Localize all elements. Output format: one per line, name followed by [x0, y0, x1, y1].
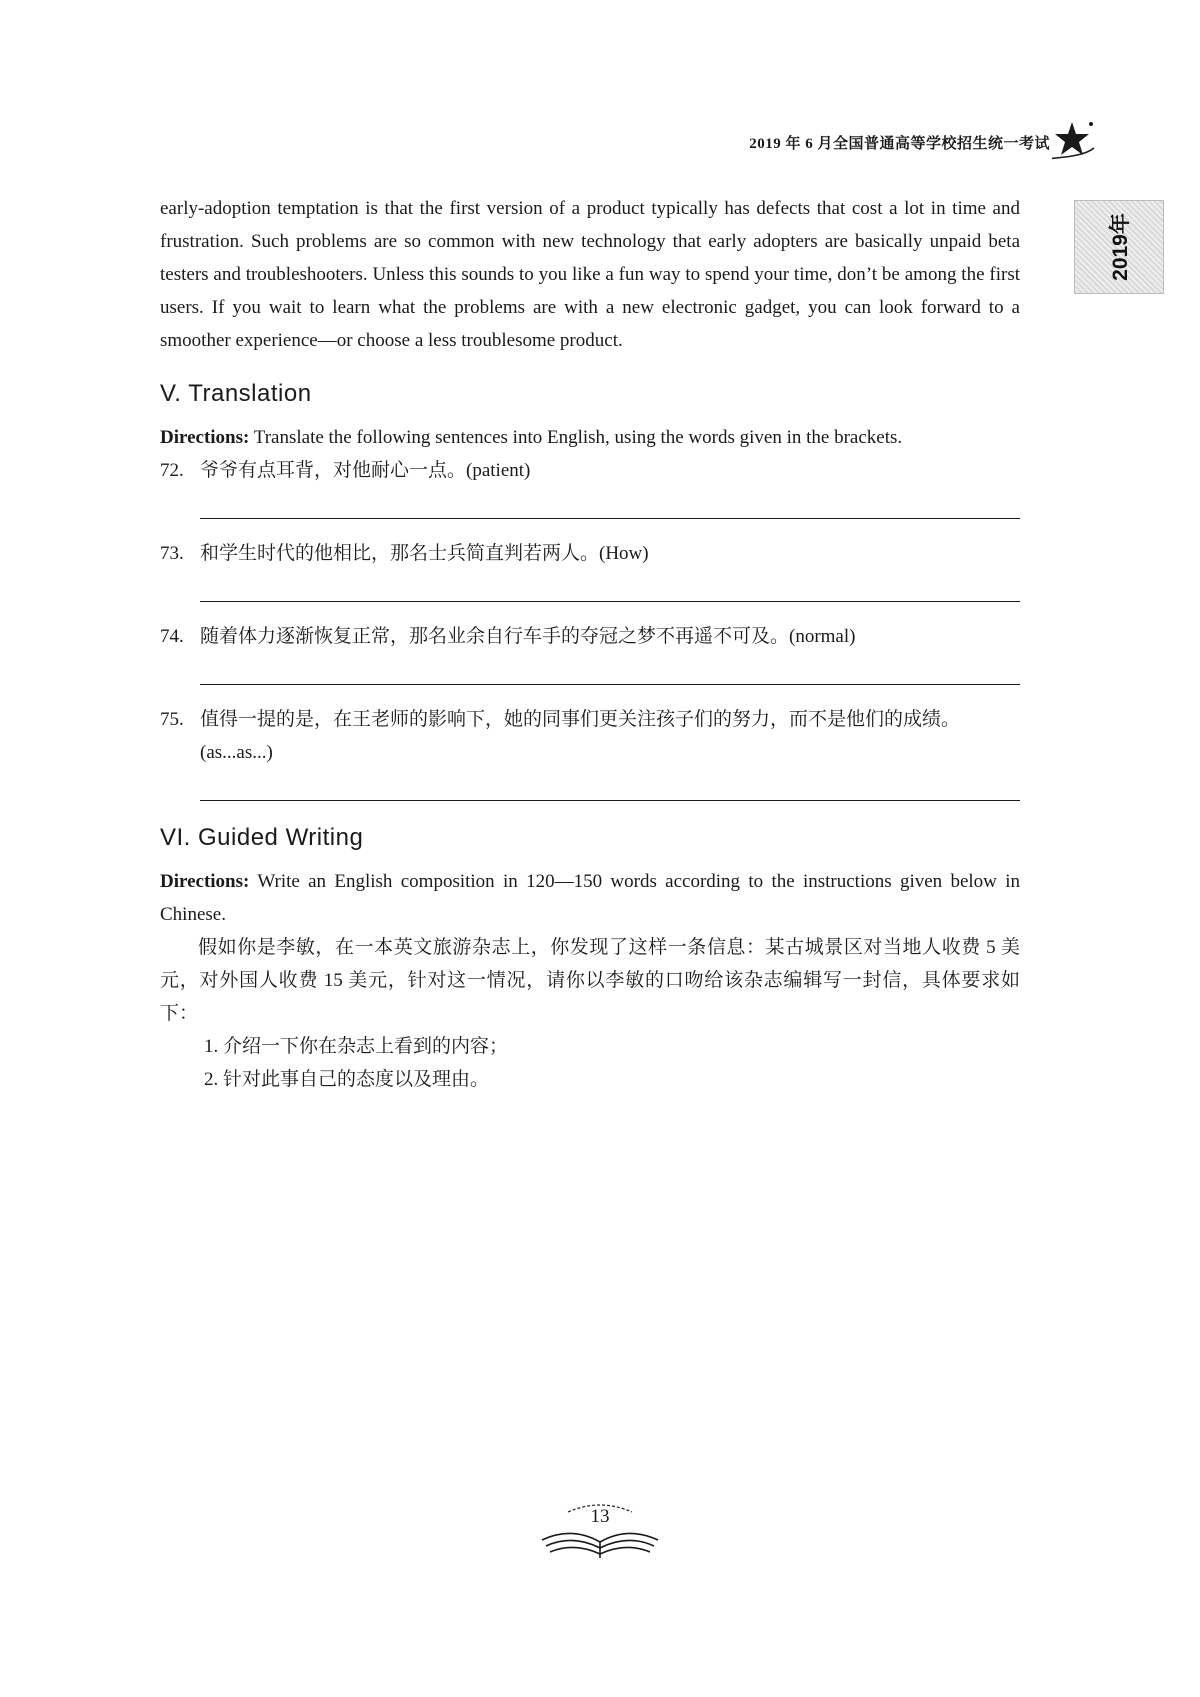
answer-line[interactable]: [200, 668, 1020, 685]
item-text: 爷爷有点耳背，对他耐心一点。(patient): [200, 460, 531, 481]
translation-item-73: [160, 537, 1020, 602]
directions-text: Translate the following sentences into English, using the words given in the brackets.: [249, 427, 903, 448]
writing-requirement: 1. 介绍一下你在杂志上看到的内容；: [204, 1036, 509, 1057]
translation-item-75: [160, 703, 1020, 801]
running-header: 2019 年 6 月全国普通高等学校招生统一考试: [749, 136, 1050, 152]
guided-writing-heading: VI. Guided Writing: [160, 824, 364, 851]
writing-directions: [160, 865, 1020, 931]
item-text: 和学生时代的他相比，那名士兵简直判若两人。(How): [200, 543, 649, 564]
translation-item-74: [160, 620, 1020, 685]
translation-heading: V. Translation: [160, 380, 312, 407]
star-ornament-icon: [1052, 118, 1096, 168]
year-side-tab: [1074, 200, 1164, 294]
directions-label: Directions:: [160, 427, 250, 448]
directions-text: Write an English composition in 120—150 words according to the instructions given below in Chinese.: [160, 871, 1020, 925]
page-footer: [538, 1498, 662, 1560]
item-text: 值得一提的是，在王老师的影响下，她的同事们更关注孩子们的努力，而不是他们的成绩。(as...as...): [200, 709, 961, 763]
reading-passage-end: early-adoption temptation is that the first version of a product typically has defects that cost a lot in time and frustration. Such problems are so common with new technology that early adopters are basically unpaid beta testers and troubleshooters. Unless this sounds to you like a fun way to spend your time, don’t be among the first users. If you wait to learn what the problems are with a new electronic gadget, you can look forward to a smoother experience—or choose a less troublesome product.: [160, 198, 1020, 351]
page-number: 13: [590, 1506, 610, 1527]
translation-item-72: [160, 454, 1020, 519]
directions-label: Directions:: [160, 871, 250, 892]
item-number: 75.: [160, 709, 184, 730]
item-number: 73.: [160, 543, 184, 564]
answer-line[interactable]: [200, 502, 1020, 519]
year-tab-label: 2019年: [1109, 213, 1132, 281]
answer-line[interactable]: [200, 784, 1020, 801]
writing-requirement: 2. 针对此事自己的态度以及理由。: [204, 1069, 490, 1090]
writing-prompt: 假如你是李敏，在一本英文旅游杂志上，你发现了这样一条信息：某古城景区对当地人收费 5 美元，对外国人收费 15 美元，针对这一情况，请你以李敏的口吻给该杂志编辑写一封信，具体要求如下：: [160, 937, 1020, 1024]
answer-line[interactable]: [200, 585, 1020, 602]
item-number: 72.: [160, 460, 184, 481]
translation-directions: [160, 421, 1020, 454]
page-content: [160, 192, 1020, 1096]
item-text: 随着体力逐渐恢复正常，那名业余自行车手的夺冠之梦不再遥不可及。(normal): [200, 626, 856, 647]
item-number: 74.: [160, 626, 184, 647]
